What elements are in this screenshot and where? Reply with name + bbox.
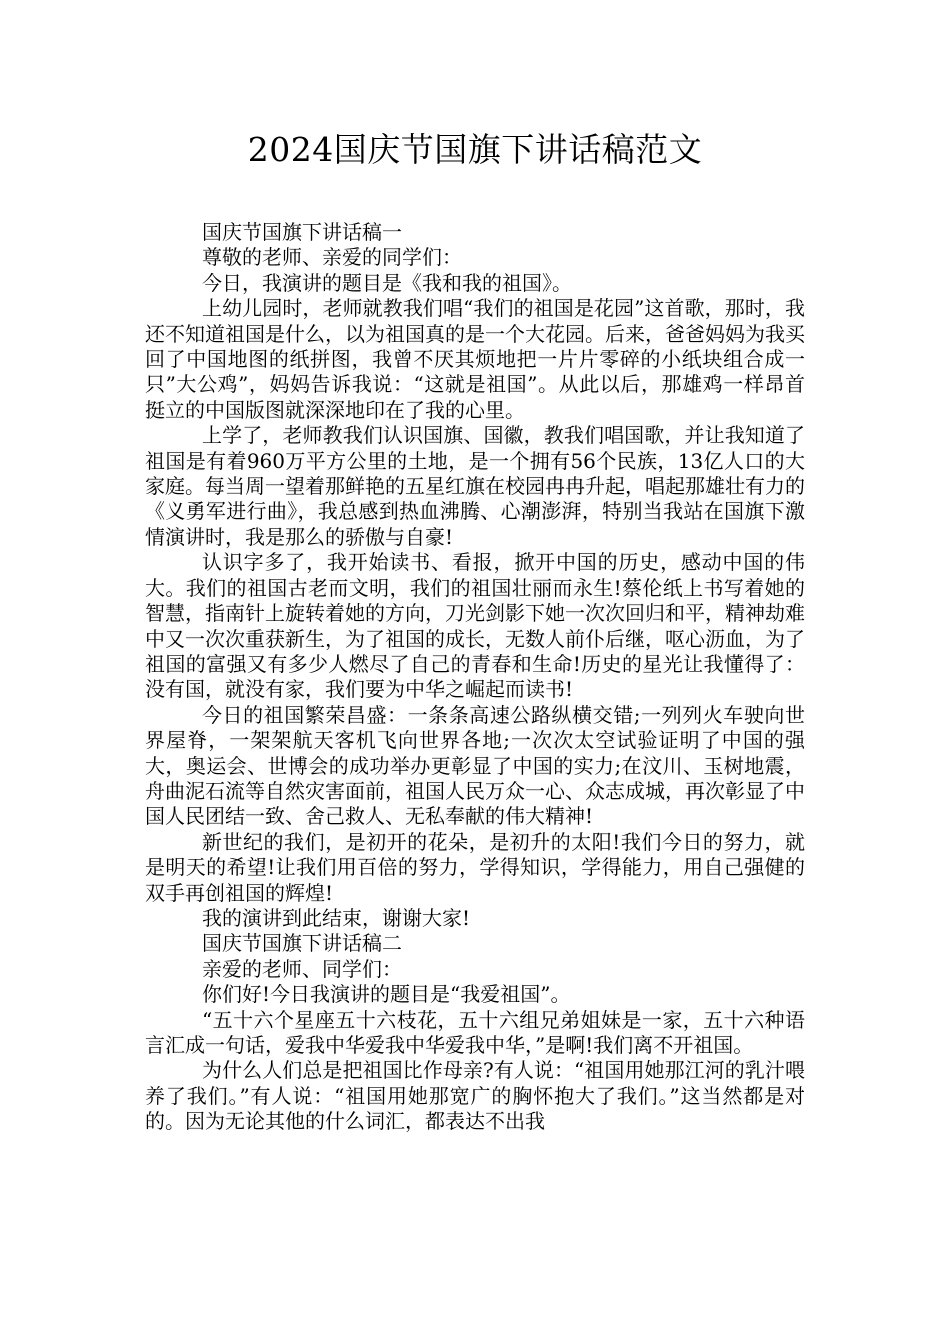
body-paragraph: 国庆节国旗下讲话稿二 bbox=[202, 931, 402, 956]
body-paragraph: 认识字多了，我开始读书、看报，掀开中国的历史，感动中国的伟大。我们的祖国古老而文明，我们的祖国壮丽而永生!蔡伦纸上书写着她的智慧，指南针上旋转着她的方向，刀光剑影下她一次次回归和平，精神劫难中又一次次重获新生，为了祖国的成长，无数人前仆后继，呕心沥血，为了祖国的富强又有多少人燃尽了自己的青春和生命!历史的星光让我懂得了：没有国，就没有家，我们要为中华之崛起而读书! bbox=[145, 550, 805, 702]
body-paragraph: 今日的祖国繁荣昌盛：一条条高速公路纵横交错;一列列火车驶向世界屋脊，一架架航天客机飞向世界各地;一次次太空试验证明了中国的强大，奥运会、世博会的成功举办更彰显了中国的实力;在汶川、玉树地震，舟曲泥石流等自然灾害面前，祖国人民万众一心、众志成城，再次彰显了中国人民团结一致、舍己救人、无私奉献的伟大精神! bbox=[145, 702, 805, 829]
body-paragraph: 为什么人们总是把祖国比作母亲?有人说：“祖国用她那江河的乳汁喂养了我们。”有人说：“祖国用她那宽广的胸怀抱大了我们。”这当然都是对的。因为无论其他的什么词汇，都表达不出我 bbox=[145, 1058, 805, 1134]
body-paragraph: 今日，我演讲的题目是《我和我的祖国》。 bbox=[202, 270, 572, 295]
body-paragraph: 上学了，老师教我们认识国旗、国徽，教我们唱国歌，并让我知道了祖国是有着960万平方公里的土地，是一个拥有56个民族，13亿人口的大家庭。每当周一望着那鲜艳的五星红旗在校园冉冉升起，唱起那雄壮有力的《义勇军进行曲》，我总感到热血沸腾、心潮澎湃，特别当我站在国旗下激情演讲时，我是那么的骄傲与自豪! bbox=[145, 423, 805, 549]
body-paragraph: “五十六个星座五十六枝花，五十六组兄弟姐妹是一家，五十六种语言汇成一句话，爱我中华爱我中华爱我中华，”是啊!我们离不开祖国。 bbox=[145, 1007, 805, 1057]
body-paragraph: 新世纪的我们，是初开的花朵，是初升的太阳!我们今日的努力，就是明天的希望!让我们用百倍的努力，学得知识，学得能力，用自己强健的双手再创祖国的辉煌! bbox=[145, 829, 805, 905]
body-paragraph: 上幼儿园时，老师就教我们唱“我们的祖国是花园”这首歌，那时，我还不知道祖国是什么，以为祖国真的是一个大花园。后来，爸爸妈妈为我买回了中国地图的纸拼图，我曾不厌其烦地把一片片零碎的小纸块组合成一只”大公鸡”，妈妈告诉我说：“这就是祖国”。从此以后，那雄鸡一样昂首挺立的中国版图就深深地印在了我的心里。 bbox=[145, 296, 805, 422]
body-paragraph: 亲爱的老师、同学们： bbox=[202, 956, 402, 981]
document-body bbox=[145, 220, 805, 1135]
document-title: 2024国庆节国旗下讲话稿范文 bbox=[247, 130, 703, 169]
body-paragraph: 我的演讲到此结束，谢谢大家! bbox=[202, 905, 471, 930]
body-paragraph: 尊敬的老师、亲爱的同学们： bbox=[202, 245, 462, 270]
body-paragraph: 国庆节国旗下讲话稿一 bbox=[202, 220, 402, 244]
body-paragraph: 你们好!今日我演讲的题目是“我爱祖国”。 bbox=[202, 982, 571, 1007]
